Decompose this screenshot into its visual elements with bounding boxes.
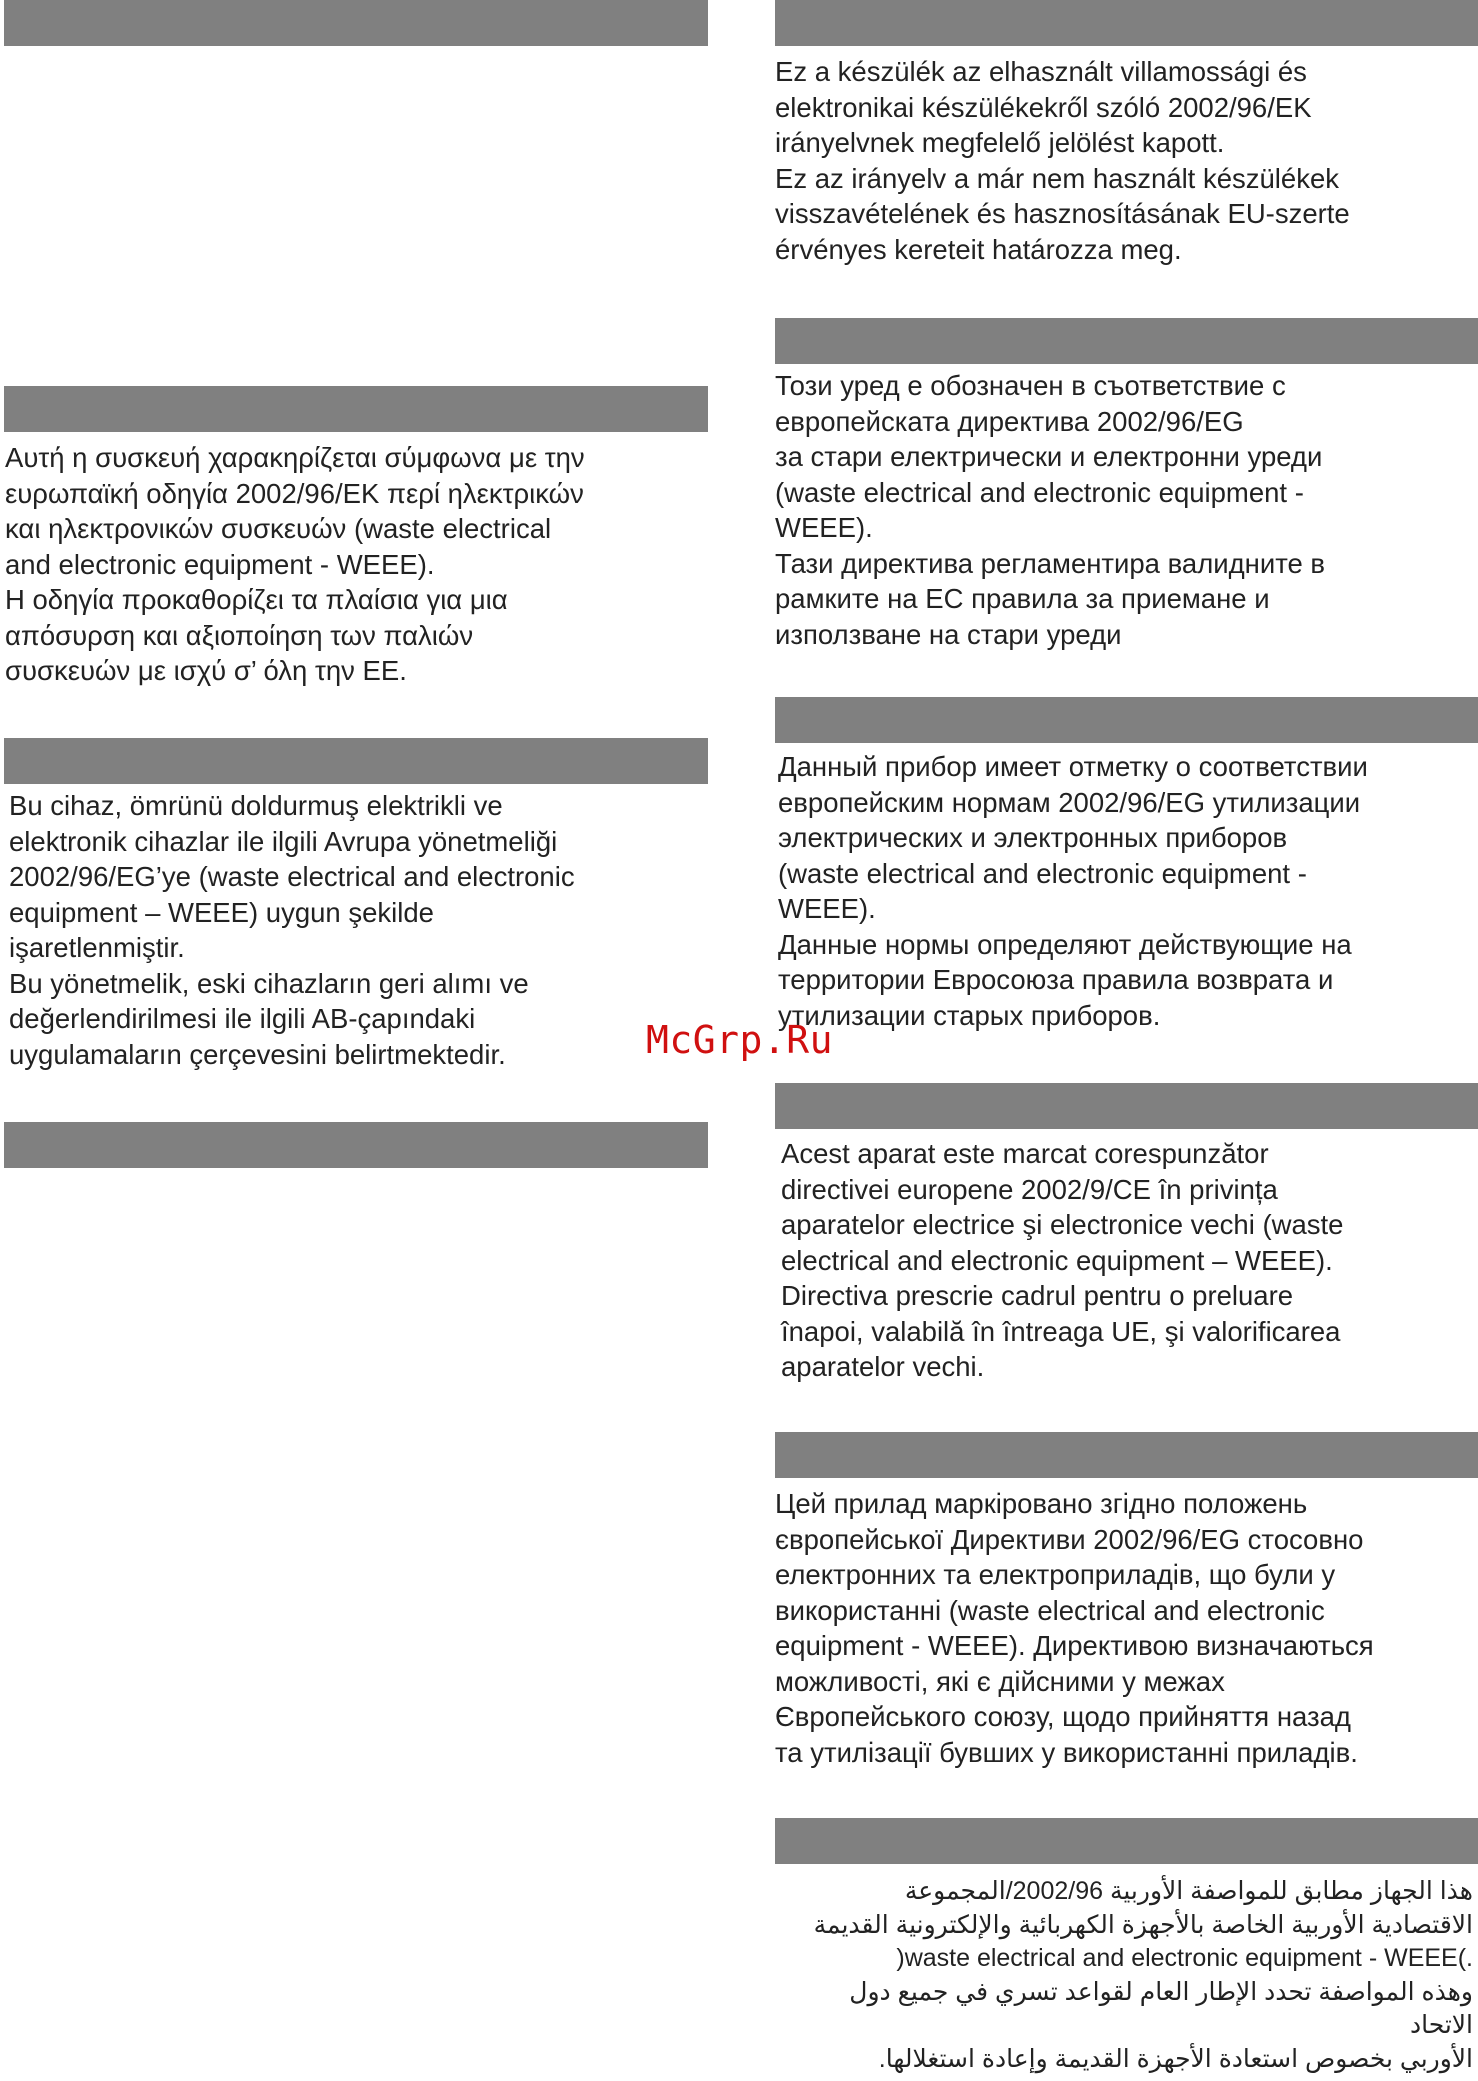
turkish-weee-text: Bu cihaz, ömrünü doldurmuş elektrikli ve elektronik cihazlar ile ilgili Avrupa yönetmeliği 2002/96/EG’ye (waste electrical and electronic equipment – WEEE) uygun şekilde işaretlenmiştir. Bu yönetmelik, eski cihazların geri alımı ve değerlendirilmesi ile ilgili AB-çapındaki uygulamaların çerçevesini belirtmektedir. — [9, 790, 575, 1070]
hungarian-weee-text: Ez a készülék az elhasznált villamossági és elektronikai készülékekről szóló 2002/96/EK irányelvnek megfelelő jelölést kapott. Ez az irányelv a már nem használt készülékek visszavételének és hasznosításának EU-szerte érvényes kereteit határozza meg. — [775, 56, 1350, 265]
russian-weee-text: Данный прибор имеет отметку о соответствии европейским нормам 2002/96/EG утилизации электрических и электронных приборов (waste electrical and electronic equipment - WEEE). Данные нормы определяют действующие на территории Евросоюза правила возврата и утилизации старых приборов. — [778, 751, 1368, 1031]
romanian-weee-text: Acest aparat este marcat corespunzător directivei europene 2002/9/CE în privința aparatelor electrice şi electronice vechi (waste electrical and electronic equipment – WEEE). Directiva prescrie cadrul pentru o preluare înapoi, valabilă în întreaga UE, şi valorificarea aparatelor vechi. — [781, 1138, 1344, 1382]
section-header-bar-romanian — [775, 1083, 1478, 1129]
bulgarian-weee-text: Този уред е обозначен в съответствие с европейската директива 2002/96/EG за стари електрически и електронни уреди (waste electrical and electronic equipment - WEEE). Тази директива регламентира валидните в рамките на ЕС правила за приемане и използване на стари уреди — [775, 370, 1326, 650]
greek-weee-text: Αυτή η συσκευή χαρακηρίζεται σύμφωνα με την ευρωπαϊκή οδηγία 2002/96/ΕΚ περί ηλεκτρικών και ηλεκτρονικών συσκευών (waste electrical and electronic equipment - WEEE). Η οδηγία προκαθορίζει τα πλαίσια για μια απόσυρση και αξιοποίηση των παλιών συσκευών με ισχύ σ’ όλη την ΕΕ. — [5, 442, 585, 686]
section-header-bar-bulgarian — [775, 318, 1478, 364]
ukrainian-weee-text: Цей прилад маркіровано згідно положень європейської Директиви 2002/96/EG стосовно електронних та електроприладів, що були у використанні (waste electrical and electronic equipment - WEEE). Директивою визначаються можливості, які є дійсними у межах Європейського союзу, щодо прийняття назад та утилізації бувших у використанні приладів. — [775, 1488, 1374, 1768]
arabic-weee-text: هذا الجهاز مطابق للمواصفة الأوربية 2002/96/المجموعة الاقتصادية الأوربية الخاصة بالأجهزة الكهربائية والإلكترونية القديمة (waste electrical and electronic equipment - WEEE). وهذه المواصفة تحدد الإطار العام لقواعد تسري في جميع دول الاتحاد الأوربي بخصوص استعادة الأجهزة القديمة وإعادة استغلالها. — [813, 1877, 1473, 2073]
section-header-bar-arabic — [775, 1818, 1478, 1864]
section-header-bar-left-4 — [4, 1122, 708, 1168]
section-header-bar-russian — [775, 697, 1478, 743]
section-header-bar-ukrainian — [775, 1432, 1478, 1478]
watermark-text: McGrp.Ru — [646, 1018, 834, 1062]
section-header-bar-greek — [4, 386, 708, 432]
section-header-bar-turkish — [4, 738, 708, 784]
section-header-bar-hungarian — [775, 0, 1478, 46]
section-header-bar-left-1 — [4, 0, 708, 46]
